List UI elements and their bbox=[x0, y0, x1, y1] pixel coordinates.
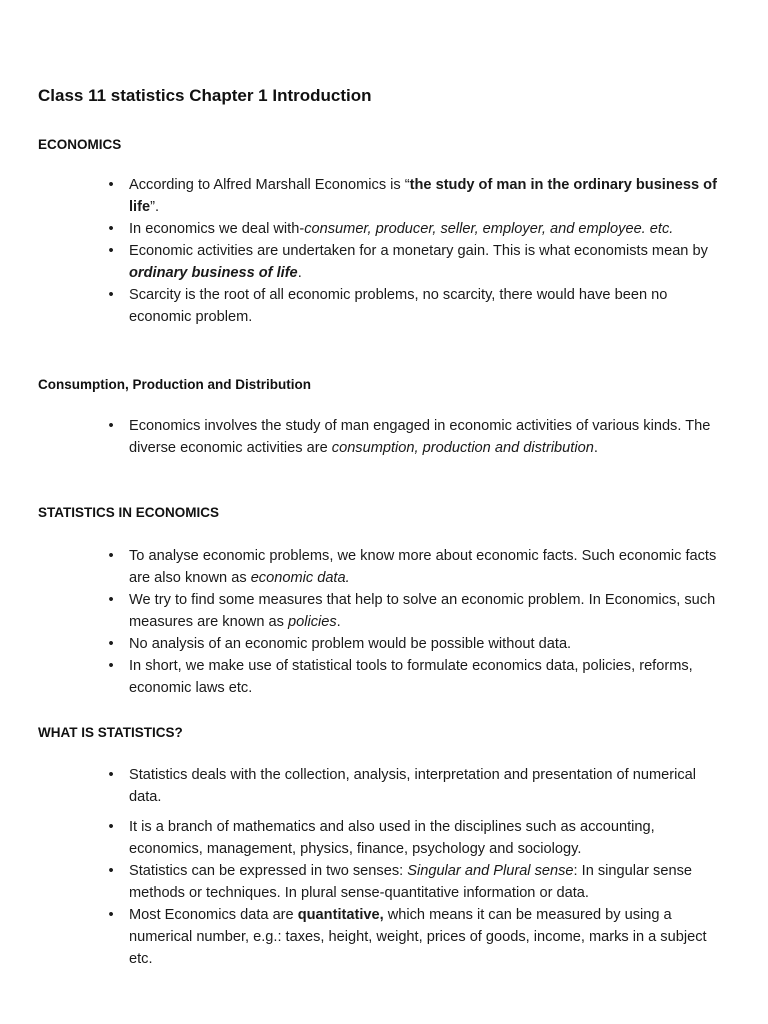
bullet-icon: • bbox=[108, 243, 114, 259]
list-item bbox=[108, 816, 719, 860]
section-heading-economics: ECONOMICS bbox=[38, 137, 122, 152]
text-run: Singular and Plural sense bbox=[407, 863, 574, 879]
text-run: No analysis of an economic problem would be possible without data. bbox=[129, 636, 572, 652]
page-title: Class 11 statistics Chapter 1 Introduction bbox=[38, 86, 372, 105]
bullet-list-consumption bbox=[108, 415, 719, 459]
bullet-icon: • bbox=[108, 819, 114, 835]
list-item bbox=[108, 860, 719, 904]
list-item bbox=[108, 415, 719, 459]
bullet-list-economics bbox=[108, 174, 719, 328]
text-run: Most Economics data are bbox=[129, 907, 298, 923]
bullet-icon: • bbox=[108, 287, 114, 303]
text-run: Statistics can be expressed in two senses: bbox=[129, 863, 408, 879]
list-item bbox=[108, 589, 719, 633]
text-run: which means it can be measured by using a numerical number, e.g.: taxes, height, weight, prices of goods, income, marks in a subject etc. bbox=[129, 907, 707, 967]
list-item bbox=[108, 655, 719, 699]
bullet-icon: • bbox=[108, 592, 114, 608]
bullet-list-statistics-in-economics bbox=[108, 545, 719, 699]
text-run: Statistics deals with the collection, analysis, interpretation and presentation of numerical data. bbox=[129, 767, 697, 805]
section-heading-what-is-statistics: WHAT IS STATISTICS? bbox=[38, 725, 183, 740]
bullet-icon: • bbox=[108, 907, 114, 923]
list-item bbox=[108, 218, 719, 240]
text-run: ”. bbox=[150, 199, 160, 215]
text-run: consumer, producer, seller, employer, and employee. etc. bbox=[304, 221, 674, 237]
text-run: the study of man in the ordinary business of life bbox=[129, 177, 717, 215]
text-run: Economic activities are undertaken for a monetary gain. This is what economists mean by bbox=[129, 243, 708, 259]
list-item bbox=[108, 764, 719, 808]
text-run: economic data. bbox=[250, 570, 350, 586]
bullet-icon: • bbox=[108, 177, 114, 193]
text-run: According to Alfred Marshall Economics is “ bbox=[129, 177, 410, 193]
section-heading-consumption: Consumption, Production and Distribution bbox=[38, 377, 311, 392]
text-run: : In singular sense methods or techniques. In plural sense-quantitative information or data. bbox=[129, 863, 692, 901]
bullet-list-what-is-statistics bbox=[108, 764, 719, 970]
text-run: . bbox=[297, 265, 302, 281]
section-heading-statistics-in-economics: STATISTICS IN ECONOMICS bbox=[38, 505, 220, 520]
bullet-icon: • bbox=[108, 863, 114, 879]
text-run: Scarcity is the root of all economic problems, no scarcity, there would have been no economic problem. bbox=[129, 287, 668, 325]
text-run: Economics involves the study of man engaged in economic activities of various kinds. The diverse economic activities are bbox=[129, 418, 711, 456]
bullet-icon: • bbox=[108, 636, 114, 652]
text-run: ordinary business of life bbox=[129, 265, 298, 281]
text-run: In short, we make use of statistical tools to formulate economics data, policies, reforms, economic laws etc. bbox=[129, 658, 693, 696]
bullet-icon: • bbox=[108, 767, 114, 783]
bullet-icon: • bbox=[108, 418, 114, 434]
text-run: To analyse economic problems, we know more about economic facts. Such economic facts are also known as bbox=[129, 548, 717, 586]
list-item bbox=[108, 633, 719, 655]
text-run: . bbox=[593, 440, 598, 456]
text-run: It is a branch of mathematics and also used in the disciplines such as accounting, economics, management, physics, finance, psychology and sociology. bbox=[129, 819, 655, 857]
text-run: We try to find some measures that help to solve an economic problem. In Economics, such measures are known as bbox=[129, 592, 716, 630]
bullet-icon: • bbox=[108, 221, 114, 237]
list-item bbox=[108, 174, 719, 218]
list-item bbox=[108, 284, 719, 328]
bullet-icon: • bbox=[108, 548, 114, 564]
list-item bbox=[108, 904, 719, 970]
list-item bbox=[108, 240, 719, 284]
list-item bbox=[108, 545, 719, 589]
text-run: policies bbox=[288, 614, 337, 630]
text-run: In economics we deal with- bbox=[129, 221, 305, 237]
bullet-icon: • bbox=[108, 658, 114, 674]
text-run: quantitative, bbox=[297, 907, 384, 923]
text-run: consumption, production and distribution bbox=[331, 440, 594, 456]
text-run: . bbox=[336, 614, 341, 630]
